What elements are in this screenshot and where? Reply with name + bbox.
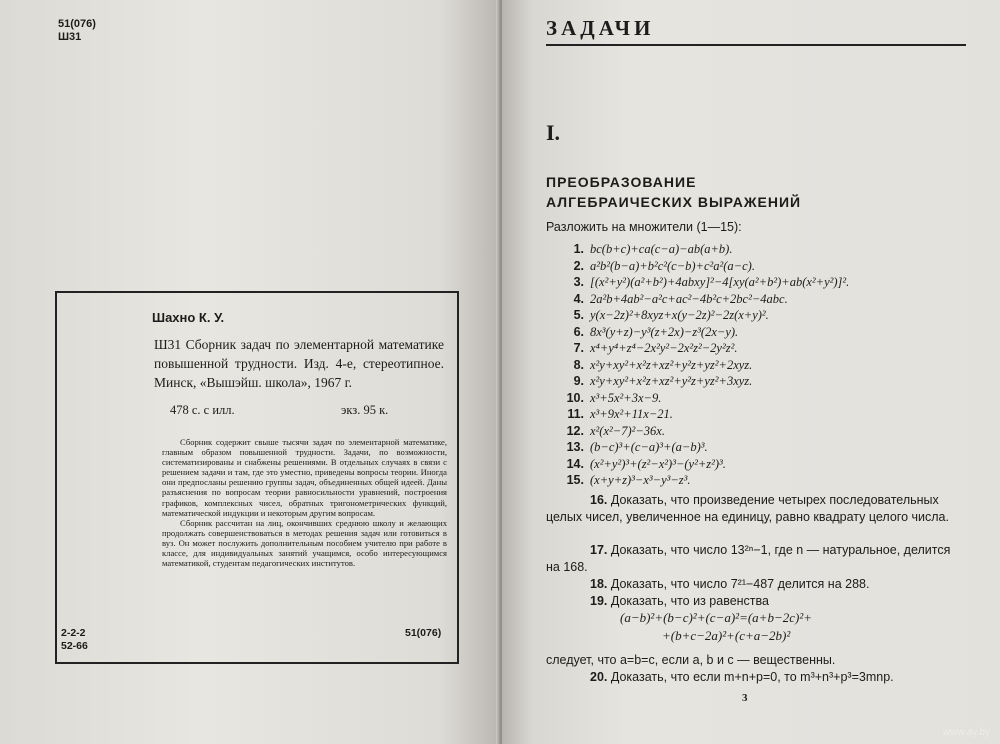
exercise-number: 2. (573, 258, 584, 273)
problem-text: Доказать, что число 7²¹−487 делится на 288. (610, 577, 870, 591)
exercise-number: 13. (566, 440, 584, 454)
problem-number: 19. (590, 594, 608, 608)
chapter-heading-line-1: ПРЕОБРАЗОВАНИЕ (546, 174, 697, 190)
card-code-left-1: 2-2-2 (61, 627, 86, 639)
exercise-expression: x²(x²−7)²−36x. (590, 423, 665, 438)
annotation-paragraph: Сборник рассчитан на лиц, окончивших среднюю школу и желающих продолжать совершенствоваться в методах решения задач или готовиться в вуз. Он может послужить дополнительным пособием учителю при работе в классе, для индивидуальных занятий учащимся, особо интересующимся математикой, студентам педагогических институтов. (162, 517, 447, 569)
problem-19-conclusion: следует, что a=b=c, если a, b и c — вещественны. (546, 653, 836, 667)
problem-text: Доказать, что число 13²ⁿ−1, где n — натуральное, делится на 168. (546, 543, 951, 574)
exercise-expression: (b−c)³+(c−a)³+(a−b)³. (590, 440, 708, 454)
title-rule (546, 44, 966, 46)
problem-number: 20. (590, 670, 608, 684)
exercise-number: 3. (573, 275, 584, 289)
card-code-left-2: 52-66 (61, 640, 88, 652)
exercise-13 (546, 440, 708, 456)
exercise-expression: x²y+xy²+x²z+xz²+y²z+yz²+3xyz. (590, 374, 753, 388)
exercise-expression: [(x²+y²)(a²+b²)+4abxy]²−4[xy(a²+b²)+ab(x²+y²)]². (590, 275, 850, 289)
card-author: Шахно К. У. (152, 310, 225, 325)
exercise-expression: (x²+y²)³+(z²−x²)³−(y²+z²)³. (590, 456, 726, 471)
exercise-number: 12. (566, 423, 584, 438)
problem-19 (546, 593, 958, 610)
chapter-heading-line-2: АЛГЕБРАИЧЕСКИХ ВЫРАЖЕНИЙ (546, 194, 802, 210)
exercise-number: 4. (573, 291, 584, 306)
exercise-number: 8. (573, 357, 584, 372)
right-page (502, 0, 1000, 744)
exercise-expression: (x+y+z)³−x³−y³−z³. (590, 473, 691, 487)
exercise-expression: y(x−2z)²+8xyz+x(y−2z)²−2z(x+y)². (590, 308, 769, 322)
exercise-number: 15. (566, 473, 584, 487)
problem-20 (546, 669, 958, 686)
exercise-9 (546, 374, 752, 390)
library-code: 51(076) (58, 18, 96, 30)
exercise-expression: a²b²(b−a)+b²c²(c−b)+c²a²(a−c). (590, 258, 755, 273)
exercise-15 (546, 473, 691, 489)
exercise-8 (546, 358, 752, 374)
exercise-number: 11. (567, 407, 584, 421)
exercise-6 (546, 325, 738, 341)
exercise-2 (546, 259, 755, 275)
problem-17 (546, 542, 958, 576)
annotation-paragraph: Сборник содержит свыше тысячи задач по элементарной математике, главным образом повышенной трудности. Задачи, по возможности, систематизированы и снабжены решениями. В отдельных случаях в связи с решением задачи и там, где это уместно, приведены вопросы теории. Иногда они предпосланы решению группы задач, объединенных общей идеей. Даны разъяснения по вопросам теории равносильности уравнений, построения графиков, комплексных чисел, обратных тригонометрических функций, математической индукции и некоторым другим вопросам. (162, 437, 447, 518)
card-bibliographic-entry: Ш31 Сборник задач по элементарной математике повышенной трудности. Изд. 4-е, стереотипное. Минск, «Вышэйш. школа», 1967 г. (154, 337, 444, 390)
exercise-number: 10. (566, 390, 584, 405)
section-intro: Разложить на множители (1—15): (546, 220, 742, 234)
exercise-number: 6. (573, 324, 584, 339)
card-copies: экз. 95 к. (341, 403, 389, 417)
exercise-1 (546, 242, 732, 258)
exercise-14 (546, 457, 726, 473)
problem-text: Доказать, что если m+n+p=0, то m³+n³+p³=3mnp. (610, 670, 894, 684)
exercise-4 (546, 292, 788, 308)
exercise-10 (546, 391, 661, 407)
author-mark: Ш31 (58, 31, 82, 43)
exercise-12 (546, 424, 665, 440)
card-pages: 478 с. с илл. (170, 403, 235, 417)
watermark: www.ay.by (942, 727, 990, 738)
exercise-7 (546, 341, 737, 357)
exercise-number: 7. (573, 341, 584, 355)
catalog-card (55, 291, 459, 664)
exercise-5 (546, 308, 769, 324)
page-number: 3 (742, 692, 748, 704)
problem-number: 18. (590, 577, 608, 591)
exercise-number: 1. (573, 242, 584, 256)
exercise-expression: bc(b+c)+ca(c−a)−ab(a+b). (590, 242, 733, 256)
card-code-right: 51(076) (405, 627, 442, 639)
chapter-number: I. (546, 120, 561, 145)
exercise-number: 5. (573, 308, 584, 322)
problem-18 (546, 576, 958, 593)
exercise-expression: 2a²b+4ab²−a²c+ac²−4b²c+2bc²−4abc. (590, 291, 788, 306)
exercise-expression: x²y+xy²+x²z+xz²+y²z+yz²+2xyz. (590, 357, 753, 372)
problem-number: 17. (590, 543, 608, 557)
exercise-expression: x⁴+y⁴+z⁴−2x²y²−2x²z²−2y²z². (590, 341, 738, 355)
problem-number: 16. (590, 493, 608, 507)
exercise-number: 9. (573, 374, 584, 388)
equation-line-1: (a−b)²+(b−c)²+(c−a)²=(a+b−2c)²+ (620, 610, 812, 625)
problem-text: Доказать, что произведение четырех последовательных целых чисел, увеличенное на единицу, равно квадрату целого числа. (546, 493, 949, 524)
exercise-expression: 8x³(y+z)−y³(z+2x)−z³(2x−y). (590, 324, 739, 339)
problem-16 (546, 492, 958, 526)
equation-line-2: +(b+c−2a)²+(c+a−2b)² (662, 628, 791, 643)
exercise-11 (546, 407, 673, 423)
exercise-3 (546, 275, 849, 291)
problem-text: Доказать, что из равенства (610, 594, 769, 608)
exercise-expression: x³+5x²+3x−9. (590, 390, 662, 405)
page-title: ЗАДАЧИ (546, 16, 655, 40)
exercise-number: 14. (566, 456, 584, 471)
card-annotation (162, 437, 447, 568)
exercise-expression: x³+9x²+11x−21. (590, 407, 673, 421)
